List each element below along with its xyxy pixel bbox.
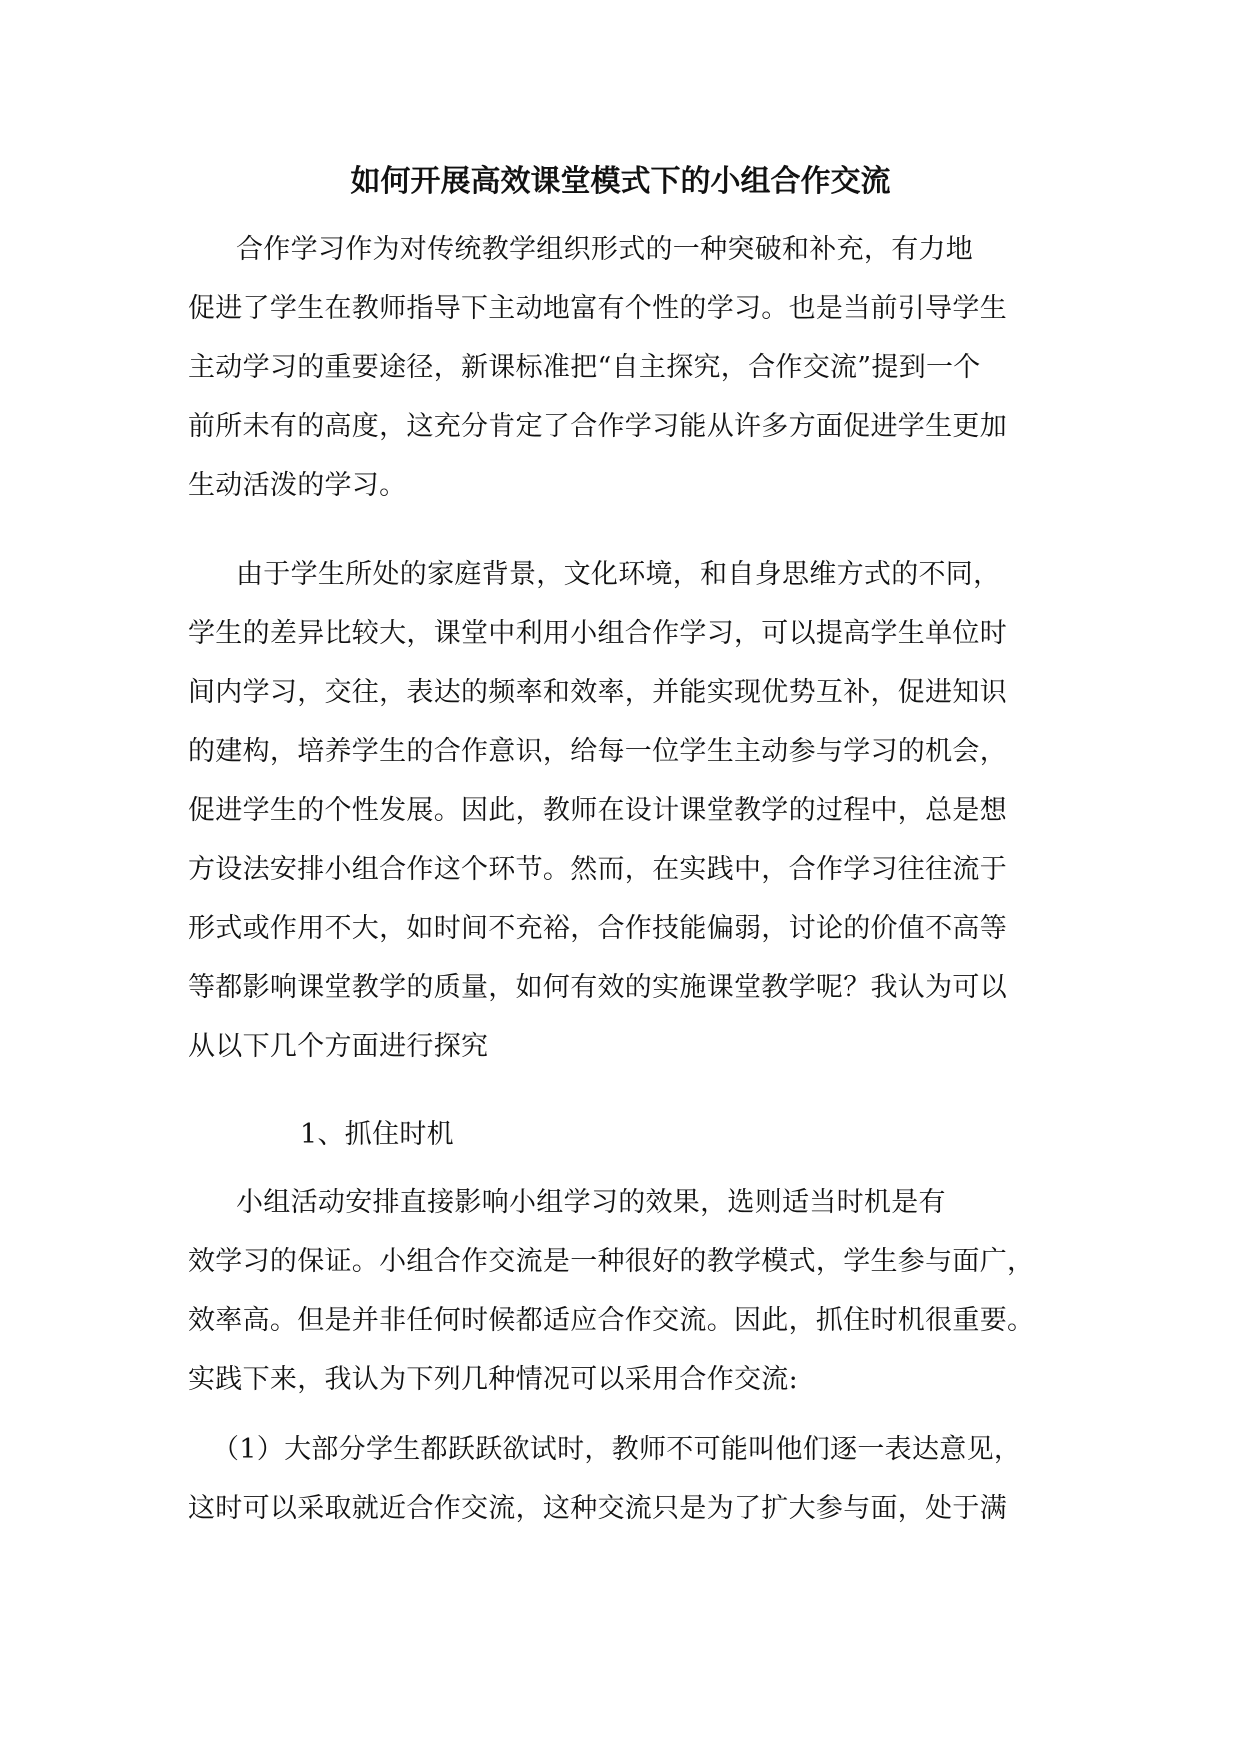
text-line: 的建构，培养学生的合作意识，给每一位学生主动参与学习的机会， <box>188 736 1007 767</box>
text-line: 等都影响课堂教学的质量，如何有效的实施课堂教学呢？我认为可以 <box>188 972 1007 1003</box>
text-line: 实践下来，我认为下列几种情况可以采用合作交流: <box>188 1364 798 1395</box>
text-line: 促进学生的个性发展。因此，教师在设计课堂教学的过程中，总是想 <box>188 795 1007 826</box>
text-line: 形式或作用不大，如时间不充裕，合作技能偏弱，讨论的价值不高等 <box>188 913 1007 944</box>
text-line: 效学习的保证。小组合作交流是一种很好的教学模式，学生参与面广， <box>188 1246 1035 1277</box>
text-line: 生动活泼的学习。 <box>188 470 407 501</box>
document-title: 如何开展高效课堂模式下的小组合作交流 <box>350 164 891 199</box>
text-line: 学生的差异比较大，课堂中利用小组合作学习，可以提高学生单位时 <box>188 618 1007 649</box>
text-line: 这时可以采取就近合作交流，这种交流只是为了扩大参与面，处于满 <box>188 1493 1007 1524</box>
section-heading: 1、抓住时机 <box>300 1119 454 1150</box>
text-line: 小组活动安排直接影响小组学习的效果，选则适当时机是有 <box>236 1187 946 1218</box>
list-item: （1）大部分学生都跃跃欲试时，教师不可能叫他们逐一表达意见， <box>212 1434 1022 1465</box>
text-line: 方设法安排小组合作这个环节。然而，在实践中，合作学习往往流于 <box>188 854 1007 885</box>
text-line: 效率高。但是并非任何时候都适应合作交流。因此，抓住时机很重要。 <box>188 1305 1035 1336</box>
text-line: 间内学习，交往，表达的频率和效率，并能实现优势互补，促进知识 <box>188 677 1007 708</box>
text-line: 合作学习作为对传统教学组织形式的一种突破和补充，有力地 <box>236 234 974 265</box>
text-line: 前所未有的高度，这充分肯定了合作学习能从许多方面促进学生更加 <box>188 411 1007 442</box>
text-line: 由于学生所处的家庭背景，文化环境，和自身思维方式的不同， <box>236 559 1001 590</box>
text-line: 主动学习的重要途径，新课标准把“自主探究，合作交流”提到一个 <box>188 352 981 383</box>
text-line: 促进了学生在教师指导下主动地富有个性的学习。也是当前引导学生 <box>188 293 1007 324</box>
text-line: 从以下几个方面进行探究 <box>188 1031 489 1062</box>
